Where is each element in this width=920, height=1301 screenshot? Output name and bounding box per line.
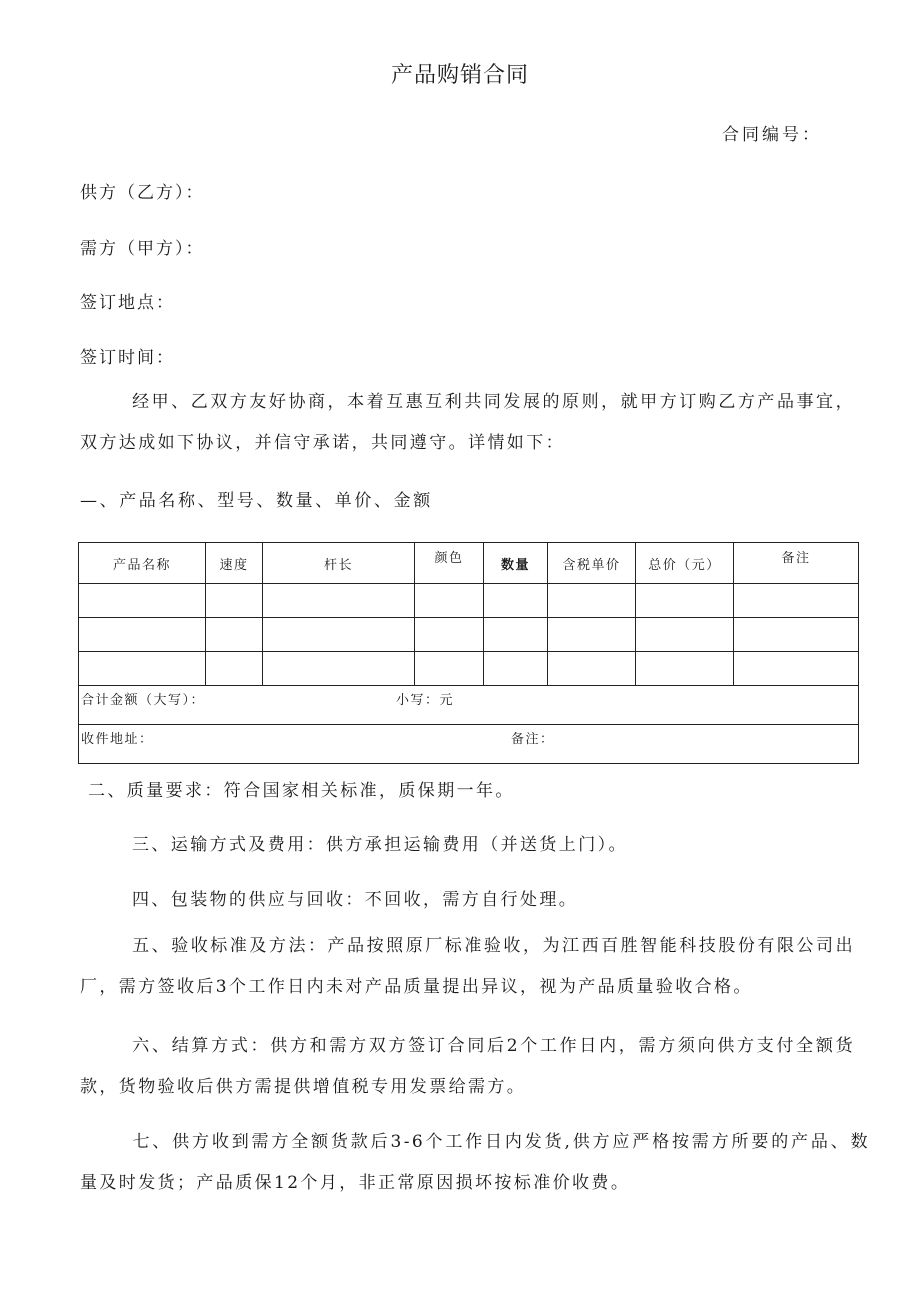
table-cell[interactable]	[263, 584, 415, 618]
table-cell[interactable]	[734, 618, 859, 652]
total-row	[79, 686, 859, 725]
header-unit-price: 含税单价	[548, 543, 636, 584]
header-color: 颜色	[415, 543, 484, 584]
total-cell[interactable]	[79, 686, 859, 725]
table-cell[interactable]	[484, 652, 548, 686]
header-pole-length: 杆长	[263, 543, 415, 584]
clause-settlement	[80, 1026, 855, 1108]
contract-number-label: 合同编号：	[722, 125, 822, 145]
table-cell[interactable]	[636, 584, 734, 618]
table-cell[interactable]	[206, 618, 263, 652]
table-cell[interactable]	[263, 618, 415, 652]
table-row	[79, 584, 859, 618]
total-amount-label: 合计金额（大写）：	[81, 693, 206, 708]
clause-transport: 三、运输方式及费用：供方承担运输费用（并送货上门）。	[132, 835, 628, 855]
clause-quality: 二、质量要求：符合国家相关标准，质保期一年。	[88, 781, 515, 801]
header-product-name: 产品名称	[79, 543, 206, 584]
table-cell[interactable]	[79, 652, 206, 686]
header-quantity: 数量	[484, 543, 548, 584]
table-cell[interactable]	[263, 652, 415, 686]
table-cell[interactable]	[415, 584, 484, 618]
table-cell[interactable]	[415, 652, 484, 686]
table-row	[79, 652, 859, 686]
table-cell[interactable]	[636, 652, 734, 686]
page-title: 产品购销合同	[390, 63, 529, 88]
product-table	[78, 542, 859, 764]
clause-packaging: 四、包装物的供应与回收：不回收，需方自行处理。	[132, 890, 579, 910]
remark-label: 备注：	[511, 732, 555, 747]
header-total-price: 总价（元）	[636, 543, 734, 584]
table-cell[interactable]	[206, 652, 263, 686]
address-cell[interactable]	[79, 725, 859, 764]
table-cell[interactable]	[206, 584, 263, 618]
table-cell[interactable]	[484, 584, 548, 618]
table-cell[interactable]	[548, 584, 636, 618]
table-cell[interactable]	[79, 584, 206, 618]
table-cell[interactable]	[548, 618, 636, 652]
clause-delivery	[80, 1122, 870, 1204]
header-speed: 速度	[206, 543, 263, 584]
table-cell[interactable]	[734, 652, 859, 686]
table-cell[interactable]	[484, 618, 548, 652]
section-one-heading: —、产品名称、型号、数量、单价、金额	[80, 491, 433, 511]
header-remark: 备注	[734, 543, 859, 584]
clause-acceptance	[80, 926, 855, 1008]
supplier-field: 供方（乙方）：	[80, 183, 205, 203]
table-cell[interactable]	[548, 652, 636, 686]
time-field: 签订时间：	[80, 348, 175, 368]
place-field: 签订地点：	[80, 293, 175, 313]
table-row	[79, 618, 859, 652]
table-cell[interactable]	[79, 618, 206, 652]
clause-delivery-text: 七、供方收到需方全额货款后3-6个工作日内发货,供方应严格按需方所要的产品、数量及时发货；产品质保12个月，非正常原因损坏按标准价收费。	[80, 1132, 870, 1193]
buyer-field: 需方（甲方）：	[80, 239, 205, 259]
small-amount-label: 小写：元	[396, 693, 455, 708]
address-label: 收件地址：	[81, 732, 154, 747]
table-cell[interactable]	[415, 618, 484, 652]
intro-text: 经甲、乙双方友好协商，本着互惠互利共同发展的原则，就甲方订购乙方产品事宜，双方达成如下协议，并信守承诺，共同遵守。详情如下：	[80, 392, 855, 453]
clause-settlement-text: 六、结算方式：供方和需方双方签订合同后2个工作日内，需方须向供方支付全额货款，货物验收后供方需提供增值税专用发票给需方。	[80, 1036, 855, 1097]
address-row	[79, 725, 859, 764]
clause-acceptance-text: 五、验收标准及方法：产品按照原厂标准验收，为江西百胜智能科技股份有限公司出厂，需方签收后3个工作日内未对产品质量提出异议，视为产品质量验收合格。	[80, 936, 855, 997]
table-cell[interactable]	[734, 584, 859, 618]
table-cell[interactable]	[636, 618, 734, 652]
table-header-row	[79, 543, 859, 584]
intro-paragraph	[80, 382, 855, 464]
